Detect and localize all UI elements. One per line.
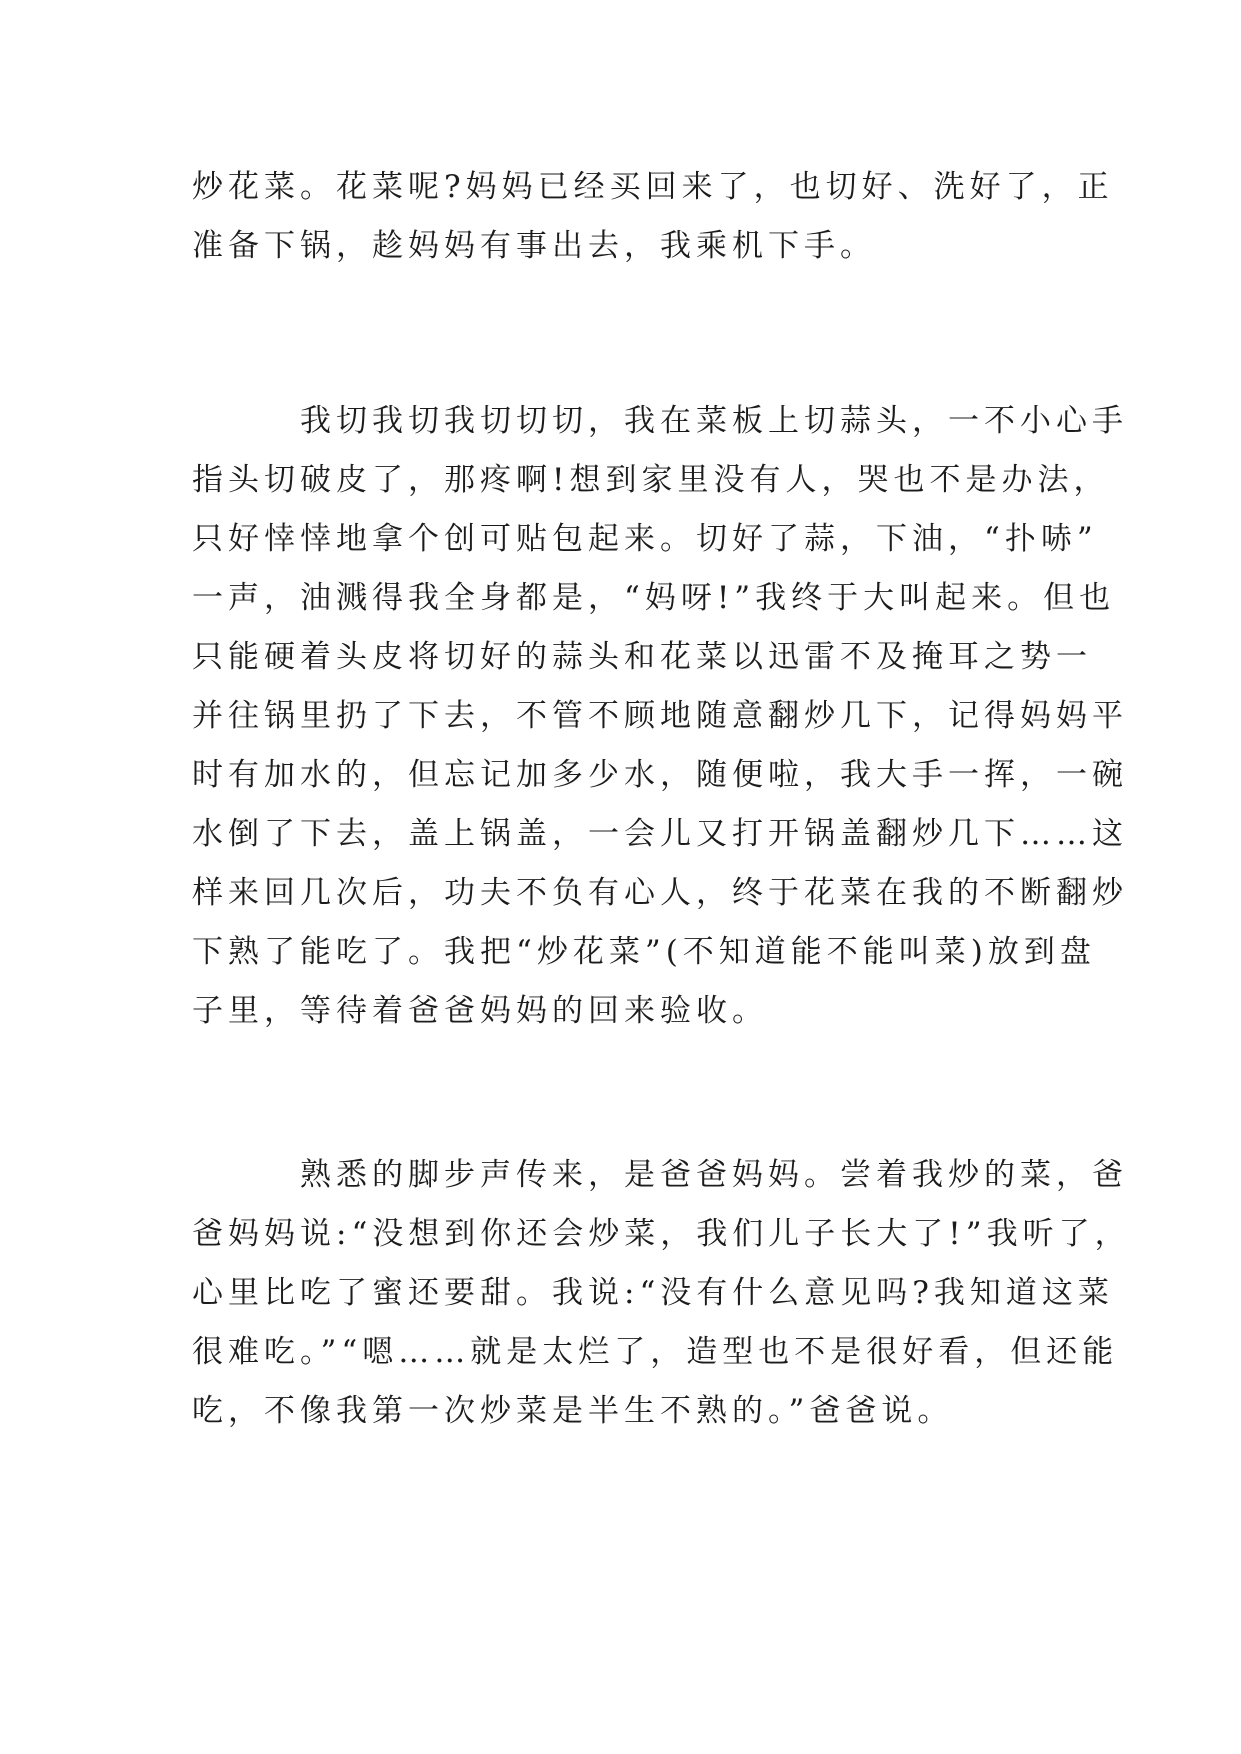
text-line: 准备下锅，趁妈妈有事出去，我乘机下手。	[192, 228, 876, 264]
text-line: 样来回几次后，功夫不负有心人，终于花菜在我的不断翻炒	[192, 875, 1128, 911]
text-line: 很难吃。”“嗯……就是太烂了，造型也不是很好看，但还能	[192, 1334, 1119, 1370]
text-line: 只好悻悻地拿个创可贴包起来。切好了蒜，下油，“扑哧”	[192, 521, 1098, 557]
text-line: 下熟了能吃了。我把“炒花菜”(不知道能不能叫菜)放到盘	[192, 934, 1096, 970]
text-line: 吃，不像我第一次炒菜是半生不熟的。”爸爸说。	[192, 1393, 954, 1429]
paragraph-3	[192, 1146, 1131, 1441]
text-line: 爸妈妈说:“没想到你还会炒菜，我们儿子长大了!”我听了，	[192, 1216, 1131, 1252]
text-line: 只能硬着头皮将切好的蒜头和花菜以迅雷不及掩耳之势一	[192, 639, 1092, 675]
text-line: 水倒了下去，盖上锅盖，一会儿又打开锅盖翻炒几下……这	[192, 816, 1128, 852]
text-line: 熟悉的脚步声传来，是爸爸妈妈。尝着我炒的菜，爸	[300, 1157, 1128, 1193]
text-line: 并往锅里扔了下去，不管不顾地随意翻炒几下，记得妈妈平	[192, 698, 1128, 734]
text-line: 炒花菜。花菜呢?妈妈已经买回来了，也切好、洗好了，正	[192, 169, 1114, 205]
text-line: 一声，油溅得我全身都是，“妈呀!”我终于大叫起来。但也	[192, 580, 1116, 616]
text-line: 子里，等待着爸爸妈妈的回来验收。	[192, 993, 768, 1029]
text-line: 我切我切我切切切，我在菜板上切蒜头，一不小心手	[300, 403, 1128, 439]
paragraph-2	[192, 392, 1128, 1041]
paragraph-1	[192, 158, 1114, 276]
text-line: 心里比吃了蜜还要甜。我说:“没有什么意见吗?我知道这菜	[192, 1275, 1114, 1311]
text-line: 时有加水的，但忘记加多少水，随便啦，我大手一挥，一碗	[192, 757, 1128, 793]
text-line: 指头切破皮了，那疼啊!想到家里没有人，哭也不是办法，	[192, 462, 1110, 498]
